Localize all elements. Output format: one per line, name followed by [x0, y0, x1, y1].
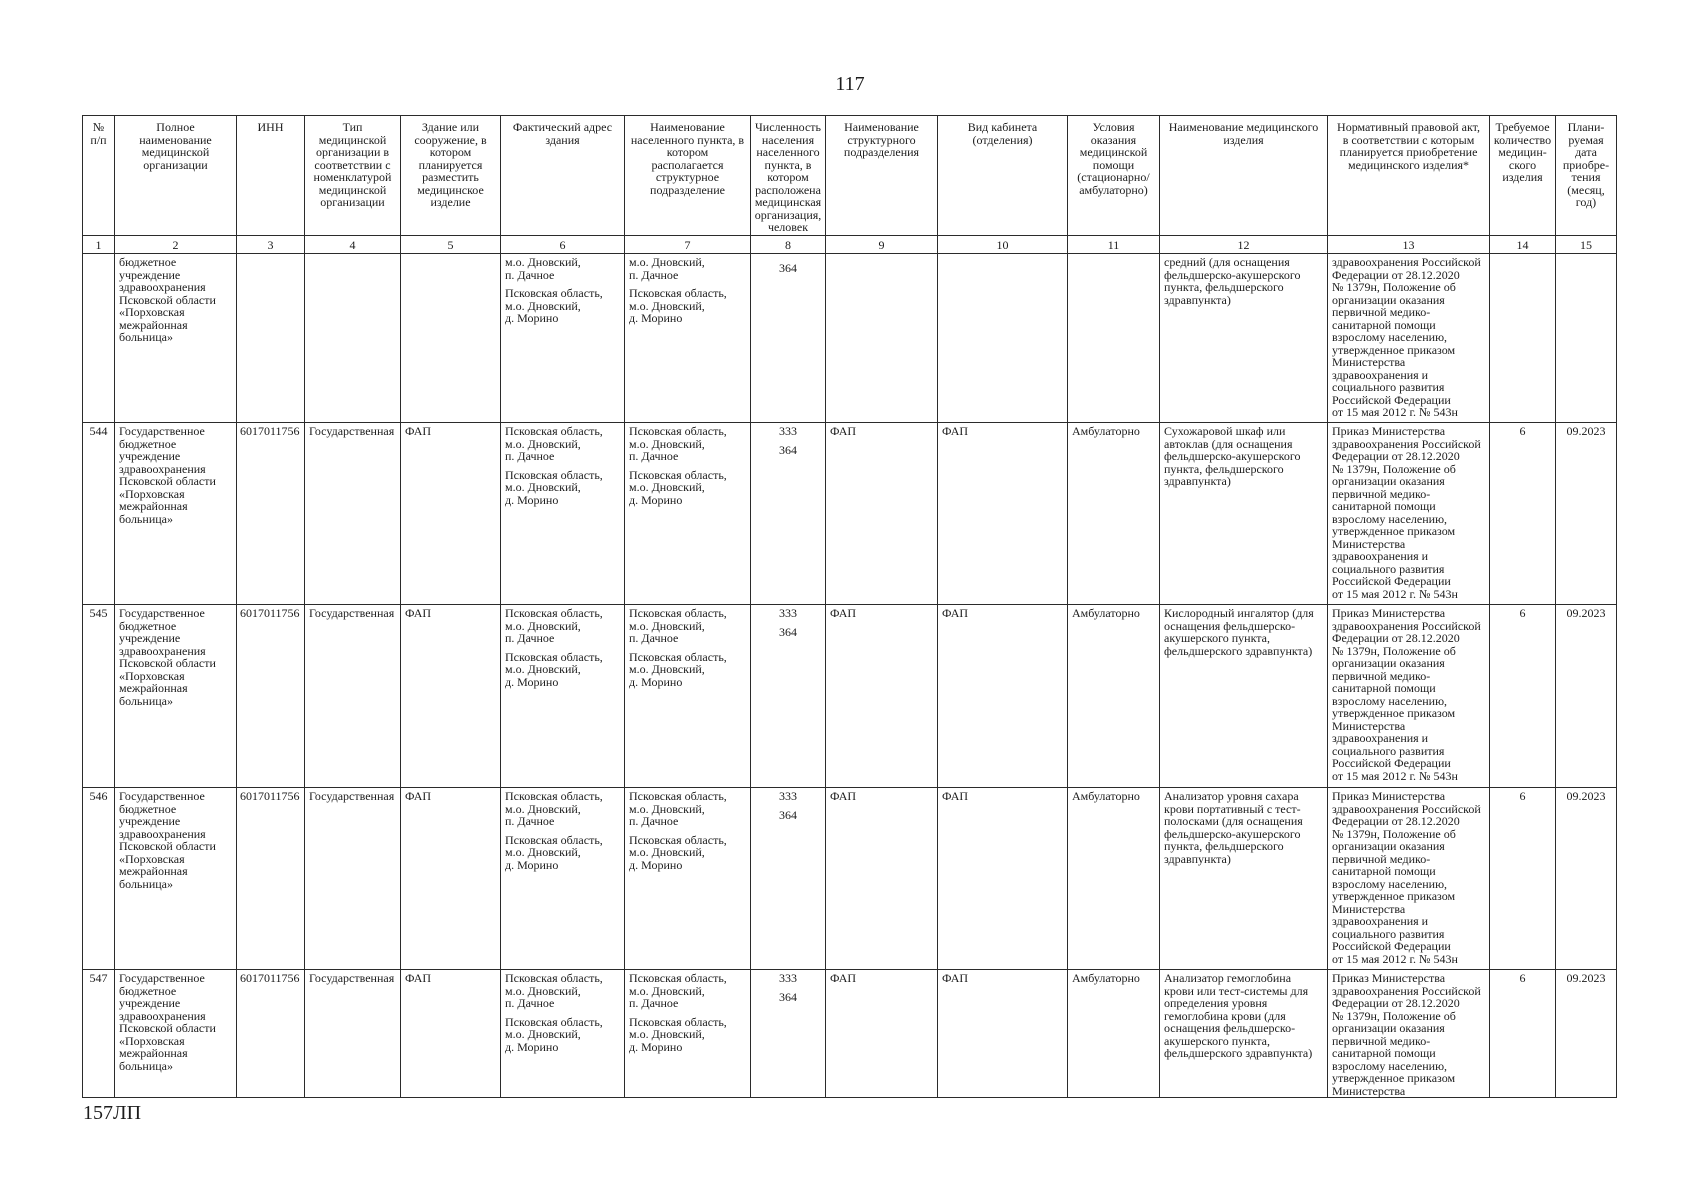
page-number: 117 [835, 73, 865, 95]
column-number: 15 [1556, 236, 1617, 254]
address-line: Псковская область, м.о. Дновский, п. Дачное [505, 606, 603, 645]
settlement-line: Псковская область, м.о. Дновский, п. Дачное [629, 606, 727, 645]
address [501, 788, 625, 970]
column-header: Наименование структурного подразделения [826, 116, 938, 236]
cabinet-type [938, 254, 1068, 423]
column-header: Здание или сооружение, в котором планируется разместить медицинское изделие [401, 116, 501, 236]
care-conditions: Амбулаторно [1068, 970, 1160, 1098]
building: ФАП [401, 423, 501, 605]
row-number: 544 [83, 423, 115, 605]
quantity: 6 [1490, 423, 1556, 605]
medical-device: средний (для оснащения фельдшерско-акушерского пункта, фельдшерского здравпункта) [1160, 254, 1328, 423]
quantity: 6 [1490, 970, 1556, 1098]
building [401, 254, 501, 423]
settlement-line: Псковская область, м.о. Дновский, п. Дачное [629, 789, 727, 828]
care-conditions: Амбулаторно [1068, 423, 1160, 605]
address [501, 970, 625, 1098]
address-line: Псковская область, м.о. Дновский, д. Морино [505, 467, 603, 507]
population-value: 364 [779, 807, 797, 822]
address-line: Псковская область, м.о. Дновский, д. Морино [505, 1014, 603, 1054]
organization-type: Государственная [305, 605, 401, 788]
address [501, 605, 625, 788]
column-number-row [83, 236, 1617, 254]
quantity [1490, 254, 1556, 423]
settlement-line: Псковская область, м.о. Дновский, п. Дачное [629, 971, 727, 1010]
column-header: Условия оказания медицинской помощи (стационарно/ амбулаторно) [1068, 116, 1160, 236]
address-line: м.о. Дновский, п. Дачное [505, 255, 581, 282]
address-line: Псковская область, м.о. Дновский, д. Морино [505, 649, 603, 689]
population-value: 333 [779, 789, 797, 803]
column-number: 13 [1328, 236, 1490, 254]
settlement-line: Псковская область, м.о. Дновский, д. Морино [629, 286, 727, 325]
building: ФАП [401, 788, 501, 970]
structural-unit: ФАП [826, 423, 938, 605]
inn: 6017011756 [237, 605, 305, 788]
column-header: Вид кабинета (отделения) [938, 116, 1068, 236]
column-number: 10 [938, 236, 1068, 254]
address-line: Псковская область, м.о. Дновский, п. Дачное [505, 971, 603, 1010]
legal-act: Приказ Министерства здравоохранения Российской Федерации от 28.12.2020 № 1379н, Положение об организации оказания первичной медико- санитарной помощи взрослому населению, утвержденное приказом Министерства здравоохранения и социального развития Российской Федерации от 15 мая 2012 г. № 543н [1328, 605, 1490, 788]
care-conditions [1068, 254, 1160, 423]
column-header: ИНН [237, 116, 305, 236]
population [751, 788, 826, 970]
column-header: Наименование медицинского изделия [1160, 116, 1328, 236]
inn: 6017011756 [237, 788, 305, 970]
quantity: 6 [1490, 788, 1556, 970]
settlement-line: Псковская область, м.о. Дновский, д. Морино [629, 832, 727, 872]
table-row [83, 788, 1617, 970]
organization-type: Государственная [305, 423, 401, 605]
column-header: Полное наименование медицинской организации [115, 116, 237, 236]
address-line: Псковская область, м.о. Дновский, п. Дачное [505, 424, 603, 463]
medical-device: Анализатор уровня сахара крови портативный с тест- полосками (для оснащения фельдшерско-акушерского пункта, фельдшерского здравпункта) [1160, 788, 1328, 970]
column-number: 9 [826, 236, 938, 254]
medical-device: Анализатор гемоглобина крови или тест-системы для определения уровня гемоглобина крови (для оснащения фельдшерско- акушерского пункта, фельдшерского здравпункта) [1160, 970, 1328, 1098]
population-value: 333 [779, 971, 797, 985]
organization-name: Государственное бюджетное учреждение здравоохранения Псковской области «Порховская межрайонная больница» [115, 605, 237, 788]
settlement [625, 423, 751, 605]
address [501, 254, 625, 423]
settlement-line: Псковская область, м.о. Дновский, д. Морино [629, 1014, 727, 1054]
cabinet-type: ФАП [938, 970, 1068, 1098]
column-number: 8 [751, 236, 826, 254]
organization-name: бюджетное учреждение здравоохранения Псковской области «Порховская межрайонная больница» [115, 254, 237, 423]
inn: 6017011756 [237, 970, 305, 1098]
table-row [83, 970, 1617, 1098]
care-conditions: Амбулаторно [1068, 788, 1160, 970]
column-number: 4 [305, 236, 401, 254]
header-row [83, 116, 1617, 236]
address-line: Псковская область, м.о. Дновский, д. Морино [505, 286, 603, 325]
organization-type: Государственная [305, 970, 401, 1098]
cabinet-type: ФАП [938, 423, 1068, 605]
column-number: 14 [1490, 236, 1556, 254]
population [751, 254, 826, 423]
settlement-line: Псковская область, м.о. Дновский, п. Дачное [629, 424, 727, 463]
column-header: Наименование населенного пункта, в котором располагается структурное подразделение [625, 116, 751, 236]
legal-act: здравоохранения Российской Федерации от 28.12.2020 № 1379н, Положение об организации оказания первичной медико- санитарной помощи взрослому населению, утвержденное приказом Министерства здравоохранения и социального развития Российской Федерации от 15 мая 2012 г. № 543н [1328, 254, 1490, 423]
purchase-date: 09.2023 [1556, 970, 1617, 1098]
address [501, 423, 625, 605]
settlement [625, 788, 751, 970]
column-number: 3 [237, 236, 305, 254]
population [751, 605, 826, 788]
row-number: 546 [83, 788, 115, 970]
population-value: 364 [779, 624, 797, 639]
address-line: Псковская область, м.о. Дновский, п. Дачное [505, 789, 603, 828]
organization-type: Государственная [305, 788, 401, 970]
column-header: Численность населения населенного пункта, в котором расположена медицинская организация, человек [751, 116, 826, 236]
legal-act: Приказ Министерства здравоохранения Российской Федерации от 28.12.2020 № 1379н, Положение об организации оказания первичной медико- санитарной помощи взрослому населению, утвержденное приказом Министерства здравоохранения и социального развития Российской Федерации от 15 мая 2012 г. № 543н [1328, 423, 1490, 605]
legal-act: Приказ Министерства здравоохранения Российской Федерации от 28.12.2020 № 1379н, Положение об организации оказания первичной медико- санитарной помощи взрослому населению, утвержденное приказом Министерства здравоохранения и социального развития Российской Федерации от 15 мая 2012 г. № 543н [1328, 788, 1490, 970]
legal-act: Приказ Министерства здравоохранения Российской Федерации от 28.12.2020 № 1379н, Положение об организации оказания первичной медико- санитарной помощи взрослому населению, утвержденное приказом Министерства [1328, 970, 1490, 1098]
organization-name: Государственное бюджетное учреждение здравоохранения Псковской области «Порховская межрайонная больница» [115, 423, 237, 605]
population [751, 970, 826, 1098]
column-header: Фактический адрес здания [501, 116, 625, 236]
population-value: 333 [779, 424, 797, 438]
care-conditions: Амбулаторно [1068, 605, 1160, 788]
settlement [625, 254, 751, 423]
population-value: 364 [779, 442, 797, 457]
column-header: Нормативный правовой акт, в соответствии с которым планируется приобретение медицинского изделия* [1328, 116, 1490, 236]
inn: 6017011756 [237, 423, 305, 605]
population-value: 364 [779, 261, 797, 275]
column-number: 7 [625, 236, 751, 254]
column-number: 12 [1160, 236, 1328, 254]
column-number: 2 [115, 236, 237, 254]
purchase-date [1556, 254, 1617, 423]
structural-unit: ФАП [826, 970, 938, 1098]
equipment-table [82, 115, 1617, 1098]
cabinet-type: ФАП [938, 605, 1068, 788]
address-line: Псковская область, м.о. Дновский, д. Морино [505, 832, 603, 872]
population-value: 333 [779, 606, 797, 620]
column-header: № п/п [83, 116, 115, 236]
row-number: 547 [83, 970, 115, 1098]
population [751, 423, 826, 605]
settlement-line: Псковская область, м.о. Дновский, д. Морино [629, 467, 727, 507]
medical-device: Кислородный ингалятор (для оснащения фельдшерско- акушерского пункта, фельдшерского здравпункта) [1160, 605, 1328, 788]
medical-device: Сухожаровой шкаф или автоклав (для оснащения фельдшерско-акушерского пункта, фельдшерского здравпункта) [1160, 423, 1328, 605]
organization-name: Государственное бюджетное учреждение здравоохранения Псковской области «Порховская межрайонная больница» [115, 970, 237, 1098]
structural-unit: ФАП [826, 788, 938, 970]
organization-name: Государственное бюджетное учреждение здравоохранения Псковской области «Порховская межрайонная больница» [115, 788, 237, 970]
table-row [83, 423, 1617, 605]
cabinet-type: ФАП [938, 788, 1068, 970]
building: ФАП [401, 970, 501, 1098]
purchase-date: 09.2023 [1556, 605, 1617, 788]
settlement [625, 605, 751, 788]
building: ФАП [401, 605, 501, 788]
inn [237, 254, 305, 423]
column-number: 11 [1068, 236, 1160, 254]
structural-unit [826, 254, 938, 423]
settlement-line: Псковская область, м.о. Дновский, д. Морино [629, 649, 727, 689]
column-number: 6 [501, 236, 625, 254]
structural-unit: ФАП [826, 605, 938, 788]
column-number: 1 [83, 236, 115, 254]
table-row [83, 254, 1617, 423]
footer-code: 157ЛП [83, 1102, 142, 1124]
column-header: Тип медицинской организации в соответствии с номенклатурой медицинской организации [305, 116, 401, 236]
organization-type [305, 254, 401, 423]
settlement-line: м.о. Дновский, п. Дачное [629, 255, 705, 282]
population-value: 364 [779, 989, 797, 1004]
table-row [83, 605, 1617, 788]
column-number: 5 [401, 236, 501, 254]
row-number: 545 [83, 605, 115, 788]
settlement [625, 970, 751, 1098]
column-header: Требуемое количество медицин- ского изделия [1490, 116, 1556, 236]
quantity: 6 [1490, 605, 1556, 788]
column-header: Плани- руемая дата приобре- тения (месяц, год) [1556, 116, 1617, 236]
row-number [83, 254, 115, 423]
purchase-date: 09.2023 [1556, 788, 1617, 970]
purchase-date: 09.2023 [1556, 423, 1617, 605]
